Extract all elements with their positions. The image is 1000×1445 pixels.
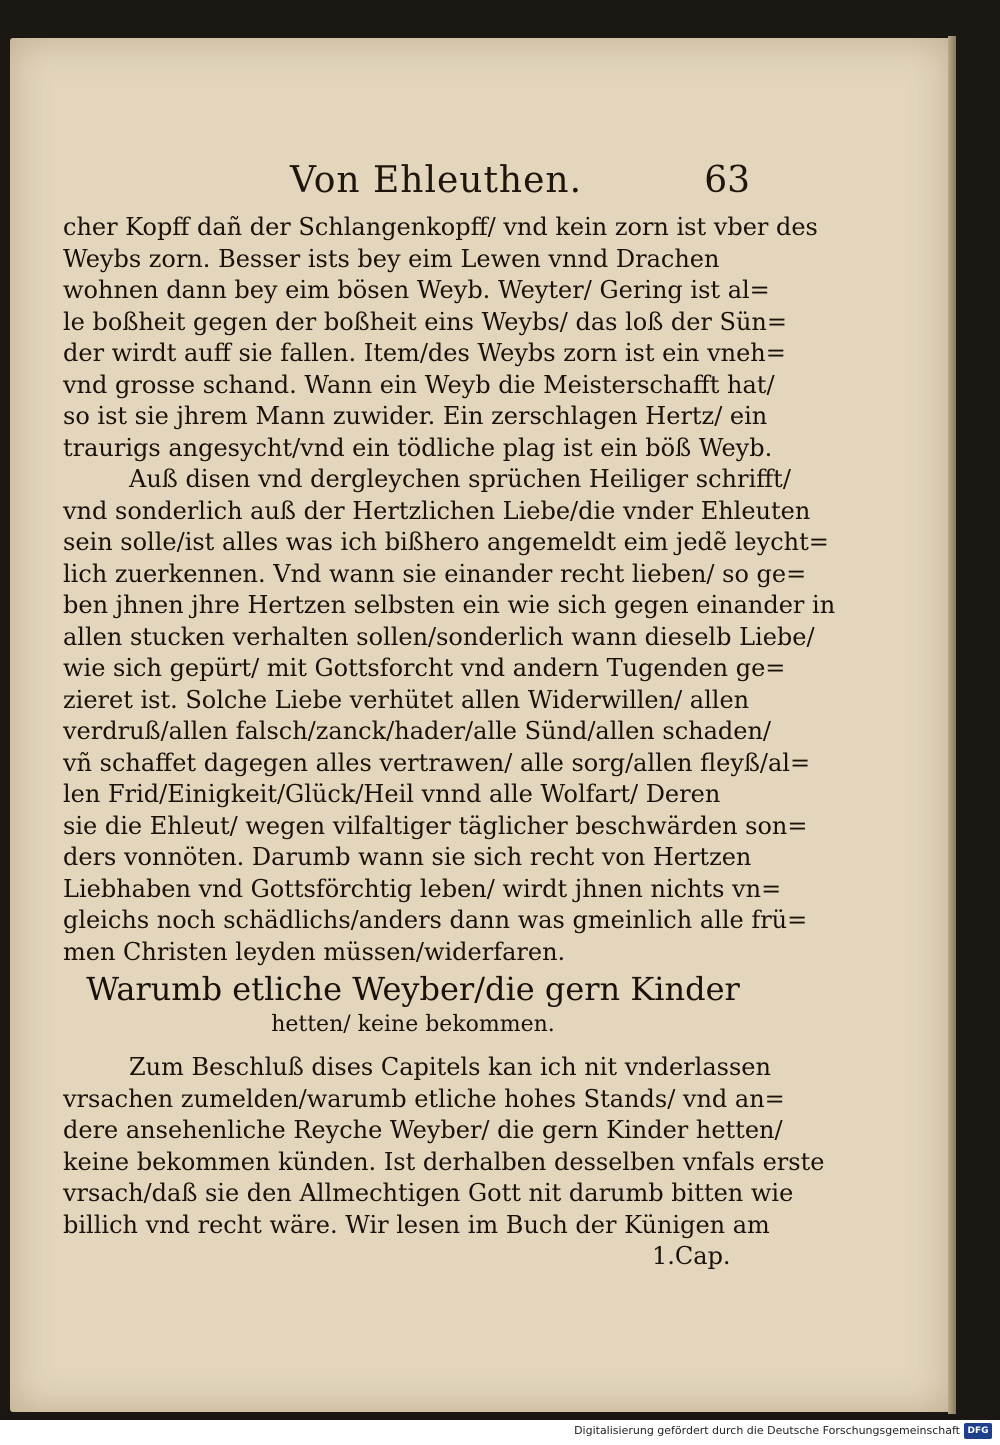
- body-text-upper: [63, 212, 836, 968]
- text-line: der wirdt auff sie fallen. Item/des Weybs zorn ist ein vneh=: [63, 339, 786, 367]
- text-line: Liebhaben vnd Gottsförchtig leben/ wirdt jhnen nichts vn=: [63, 874, 782, 903]
- text-line: keine bekommen künden. Ist derhalben desselben vnfals erste: [63, 1147, 825, 1176]
- text-line: vrsachen zumelden/warumb etliche hohes Stands/ vnd an=: [63, 1084, 785, 1113]
- text-line: sie die Ehleut/ wegen vilfaltiger täglicher beschwärden son=: [63, 811, 808, 840]
- text-line: traurigs angesycht/vnd ein tödliche plag ist ein böß Weyb.: [63, 433, 773, 462]
- text-line: zieret ist. Solche Liebe verhütet allen Widerwillen/ allen: [63, 685, 750, 714]
- body-text-lower: [63, 1052, 825, 1241]
- text-line: dere ansehenliche Reyche Weyber/ die gern Kinder hetten/: [63, 1116, 783, 1144]
- section-heading-continuation: hetten/ keine bekommen.: [271, 1012, 555, 1037]
- running-head: Von Ehleuthen.: [290, 160, 583, 201]
- text-line: Zum Beschluß dises Capitels kan ich nit vnderlassen: [129, 1053, 771, 1081]
- text-line: verdruß/allen falsch/zanck/hader/alle Sünd/allen schaden/: [63, 717, 772, 745]
- text-line: wie sich gepürt/ mit Gottsforcht vnd andern Tugenden ge=: [63, 654, 786, 682]
- page-number: 63: [704, 160, 750, 201]
- text-line: len Frid/Einigkeit/Glück/Heil vnnd alle Wolfart/ Deren: [63, 780, 721, 808]
- page-edge: [948, 36, 956, 1414]
- text-line: vrsach/daß sie den Allmechtigen Gott nit darumb bitten wie: [63, 1179, 794, 1207]
- catchword: 1.Cap.: [652, 1242, 731, 1270]
- text-line: Weybs zorn. Besser ists bey eim Lewen vnnd Drachen: [63, 244, 720, 273]
- text-line: men Christen leyden müssen/widerfaren.: [63, 937, 566, 966]
- text-line: gleichs noch schädlichs/anders dann was gmeinlich alle frü=: [63, 906, 808, 934]
- footer-bar: [0, 1420, 1000, 1445]
- text-line: ben jhnen jhre Hertzen selbsten ein wie sich gegen einander in: [63, 591, 836, 619]
- funding-credit: Digitalisierung gefördert durch die Deutsche Forschungsgemeinschaft: [574, 1424, 960, 1437]
- section-heading: Warumb etliche Weyber/die gern Kinder: [86, 970, 740, 1008]
- text-line: so ist sie jhrem Mann zuwider. Ein zerschlagen Hertz/ ein: [63, 402, 768, 430]
- page-header: [290, 160, 750, 208]
- text-line: wohnen dann bey eim bösen Weyb. Weyter/ Gering ist al=: [63, 276, 770, 304]
- text-line: vnd grosse schand. Wann ein Weyb die Meisterschafft hat/: [63, 370, 775, 399]
- text-line: ders vonnöten. Darumb wann sie sich recht von Hertzen: [63, 843, 752, 871]
- text-line: cher Kopff dañ der Schlangenkopff/ vnd kein zorn ist vber des: [63, 213, 818, 241]
- text-line: billich vnd recht wäre. Wir lesen im Buch der Künigen am: [63, 1210, 770, 1239]
- dfg-logo-icon: DFG: [964, 1423, 992, 1439]
- text-line: le boßheit gegen der boßheit eins Weybs/ das loß der Sün=: [63, 307, 787, 336]
- text-line: vnd sonderlich auß der Hertzlichen Liebe/die vnder Ehleuten: [63, 496, 811, 525]
- text-line: lich zuerkennen. Vnd wann sie einander recht lieben/ so ge=: [63, 559, 807, 588]
- text-line: Auß disen vnd dergleychen sprüchen Heiliger schrifft/: [129, 465, 791, 493]
- text-line: vñ schaffet dagegen alles vertrawen/ alle sorg/allen fleyß/al=: [63, 748, 811, 777]
- text-line: allen stucken verhalten sollen/sonderlich wann dieselb Liebe/: [63, 622, 815, 651]
- text-line: sein solle/ist alles was ich bißhero angemeldt eim jedẽ leycht=: [63, 528, 829, 556]
